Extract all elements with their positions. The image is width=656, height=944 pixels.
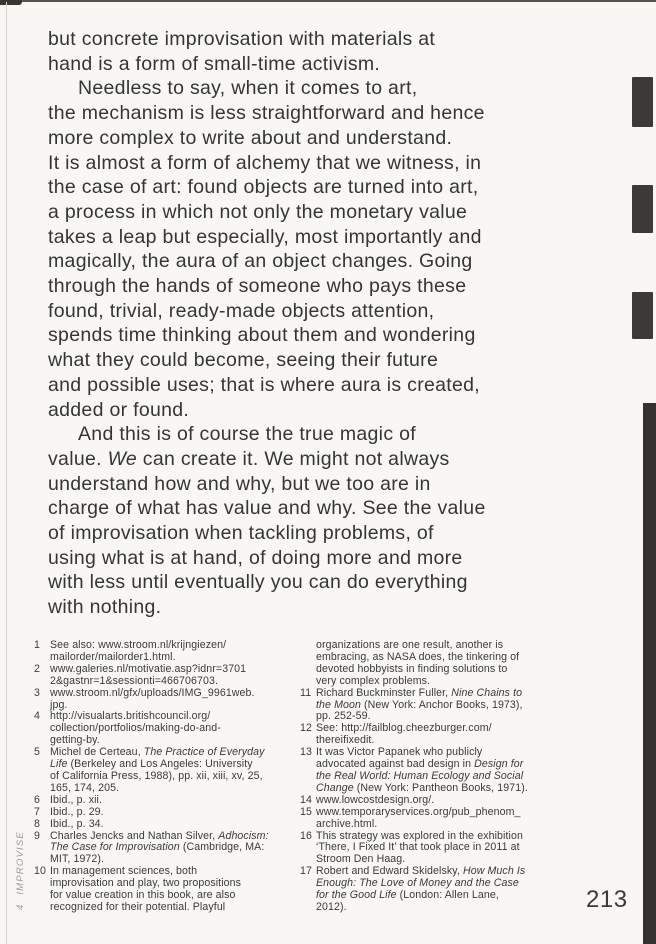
body-line: hand is a form of small-time activism.: [48, 52, 381, 75]
footnote-item: [300, 640, 610, 688]
footnote-text: [316, 795, 610, 807]
footnote-line: 165, 174, 205.: [50, 781, 120, 794]
body-line: magically, the aura of an object changes. Going: [48, 250, 473, 273]
footnote-line: pp. 252-59.: [316, 710, 371, 723]
footnote-line: 2&gastnr=1&sessionti=466706703.: [50, 674, 219, 687]
footnote-line: www.temporaryservices.org/pub_phenom_: [316, 805, 521, 818]
body-line: a process in which not only the monetary value: [48, 200, 468, 223]
page-edge-tab-2: [632, 185, 653, 233]
footnote-line: Ibid., p. xii.: [50, 793, 103, 806]
footnote-text: [316, 640, 610, 688]
footnote-line: for the Good Life (London: Allen Lane,: [316, 889, 499, 902]
footnote-line: Charles Jencks and Nathan Silver, Adhocism:: [50, 829, 269, 842]
footnote-line: Richard Buckminster Fuller, Nine Chains to: [316, 686, 523, 699]
footnote-number: 9: [34, 829, 40, 842]
footnote-line: jpg.: [50, 698, 68, 711]
footnote-number: 14: [300, 793, 312, 806]
footnote-item: [34, 807, 306, 819]
footnote-item: [300, 747, 610, 795]
footnote-line: www.stroom.nl/gfx/uploads/IMG_9961web.: [50, 686, 255, 699]
footnote-number: 2: [34, 662, 40, 675]
footnote-number: [300, 640, 316, 688]
footnote-text: [50, 831, 306, 867]
footnote-item: [34, 747, 306, 795]
body-line: spends time thinking about them and wondering: [48, 324, 476, 347]
footnote-line: MIT, 1972).: [50, 853, 105, 866]
footnote-item: [34, 664, 306, 688]
footnote-number: 3: [34, 686, 40, 699]
footnote-number: 6: [34, 793, 40, 806]
page-number: 213: [586, 886, 628, 913]
footnote-item: [34, 640, 306, 664]
body-line: using what is at hand, of doing more and more: [48, 546, 463, 569]
scan-corner-mark: [0, 0, 22, 5]
body-line: but concrete improvisation with materials at: [48, 28, 436, 50]
footnote-line: organizations are one result, another is: [316, 639, 504, 651]
footnote-item: [34, 831, 306, 867]
footnote-line: This strategy was explored in the exhibition: [316, 829, 523, 842]
footnote-text: [50, 747, 306, 795]
scan-top-edge: [0, 0, 656, 2]
body-line: and possible uses; that is where aura is created,: [48, 373, 481, 396]
footnote-text: [50, 640, 306, 664]
body-line: value. We can create it. We might not always: [48, 447, 450, 470]
footnote-number: 7: [34, 805, 40, 818]
footnote-line: advocated against bad design in Design for: [316, 758, 524, 771]
footnote-number: 8: [34, 817, 40, 830]
footnote-line: embracing, as NASA does, the tinkering of: [316, 650, 520, 663]
footnote-line: Life (Berkeley and Los Angeles: University: [50, 758, 253, 771]
footnote-line: Change (New York: Pantheon Books, 1971).: [316, 781, 528, 794]
footnote-line: the Moon (New York: Anchor Books, 1973),: [316, 698, 523, 711]
footnote-item: [34, 866, 306, 914]
footnote-number: 16: [300, 829, 312, 842]
body-text: [48, 27, 593, 620]
footnote-line: Michel de Certeau, The Practice of Everyday: [50, 746, 265, 759]
footnote-line: recognized for their potential. Playful: [50, 900, 226, 913]
footnote-item: [300, 795, 610, 807]
footnote-number: 12: [300, 722, 312, 735]
footnote-item: [300, 831, 610, 867]
body-line: with less until eventually you can do everything: [48, 571, 468, 594]
footnote-line: See also: www.stroom.nl/krijngiezen/: [50, 639, 227, 651]
footnote-line: Ibid., p. 34.: [50, 817, 104, 830]
footnote-number: 5: [34, 746, 40, 759]
footnote-item: [34, 795, 306, 807]
body-line: It is almost a form of alchemy that we witness, in: [48, 151, 482, 174]
footnote-line: The Case for Improvisation (Cambridge, MA:: [50, 841, 265, 854]
body-line: more complex to write about and understand.: [48, 126, 453, 149]
footnote-text: [316, 866, 610, 914]
body-line: with nothing.: [48, 596, 162, 619]
footnote-text: [316, 807, 610, 831]
footnote-line: 2012).: [316, 900, 347, 913]
footnote-number: 13: [300, 746, 312, 759]
footnote-text: [50, 711, 306, 747]
body-line: charge of what has value and why. See the value: [48, 497, 486, 520]
footnotes-right-column: [300, 640, 610, 914]
footnote-number: 11: [300, 686, 312, 699]
page-edge-tab-1: [632, 77, 653, 127]
footnote-number: 10: [34, 865, 46, 878]
footnote-text: [316, 747, 610, 795]
footnote-line: http://visualarts.britishcouncil.org/: [50, 710, 211, 723]
page-edge-bar: [643, 403, 656, 944]
footnote-text: [50, 688, 306, 712]
body-line: added or found.: [48, 398, 190, 421]
footnote-text: [316, 723, 610, 747]
footnote-item: [300, 866, 610, 914]
body-line: Needless to say, when it comes to art,: [78, 77, 418, 100]
page-edge-line: [6, 2, 7, 944]
body-line: And this is of course the true magic of: [78, 423, 416, 446]
footnote-item: [300, 688, 610, 724]
footnote-line: Stroom Den Haag.: [316, 853, 406, 866]
body-line: of improvisation when tackling problems, of: [48, 522, 434, 545]
footnote-item: [34, 711, 306, 747]
footnote-line: www.lowcostdesign.org/.: [316, 793, 435, 806]
footnote-item: [300, 807, 610, 831]
footnotes-left-column: [34, 640, 306, 914]
footnote-text: [316, 831, 610, 867]
body-line: the mechanism is less straightforward and hence: [48, 102, 485, 125]
footnote-line: for value creation in this book, are also: [50, 889, 236, 902]
footnote-line: archive.html.: [316, 817, 378, 830]
chapter-sidebar-label: 4 IMPROVISE: [15, 831, 26, 910]
footnote-line: mailorder/mailorder1.html.: [50, 650, 176, 663]
body-line: understand how and why, but we too are in: [48, 472, 431, 495]
footnote-item: [300, 723, 610, 747]
footnote-number: 17: [300, 865, 312, 878]
footnote-line: Ibid., p. 29.: [50, 805, 104, 818]
footnote-line: of California Press, 1988), pp. xii, xiii, xv, 25,: [50, 769, 263, 782]
footnote-line: improvisation and play, two propositions: [50, 877, 242, 890]
footnote-item: [34, 688, 306, 712]
body-line: through the hands of someone who pays these: [48, 275, 467, 298]
footnote-line: It was Victor Papanek who publicly: [316, 746, 483, 759]
footnote-line: In management sciences, both: [50, 865, 198, 878]
footnote-text: [316, 688, 610, 724]
body-line: what they could become, seeing their future: [48, 349, 439, 372]
footnote-text: [50, 807, 306, 819]
footnote-number: 15: [300, 805, 312, 818]
footnote-line: getting-by.: [50, 734, 100, 747]
footnote-line: Enough: The Love of Money and the Case: [316, 877, 519, 890]
body-line: takes a leap but especially, most importantly and: [48, 225, 482, 248]
footnote-text: [50, 664, 306, 688]
footnote-line: the Real World: Human Ecology and Social: [316, 769, 524, 782]
footnote-line: See: http://failblog.cheezburger.com/: [316, 722, 492, 735]
page-edge-tab-3: [632, 292, 653, 339]
footnote-line: devoted hobbyists in finding solutions to: [316, 662, 508, 675]
footnote-line: collection/portfolios/making-do-and-: [50, 722, 221, 735]
footnote-number: 4: [34, 710, 40, 723]
footnote-line: very complex problems.: [316, 674, 431, 687]
footnote-line: thereifixedit.: [316, 734, 375, 747]
body-line: the case of art: found objects are turned into art,: [48, 176, 479, 199]
footnote-number: 1: [34, 639, 40, 651]
footnote-line: www.galeries.nl/motivatie.asp?idnr=3701: [50, 662, 247, 675]
body-line: found, trivial, ready-made objects attention,: [48, 299, 435, 322]
footnote-line: ‘There, I Fixed It’ that took place in 2011 at: [316, 841, 520, 854]
footnote-text: [50, 866, 306, 914]
footnote-text: [50, 795, 306, 807]
footnote-line: Robert and Edward Skidelsky, How Much Is: [316, 865, 526, 878]
